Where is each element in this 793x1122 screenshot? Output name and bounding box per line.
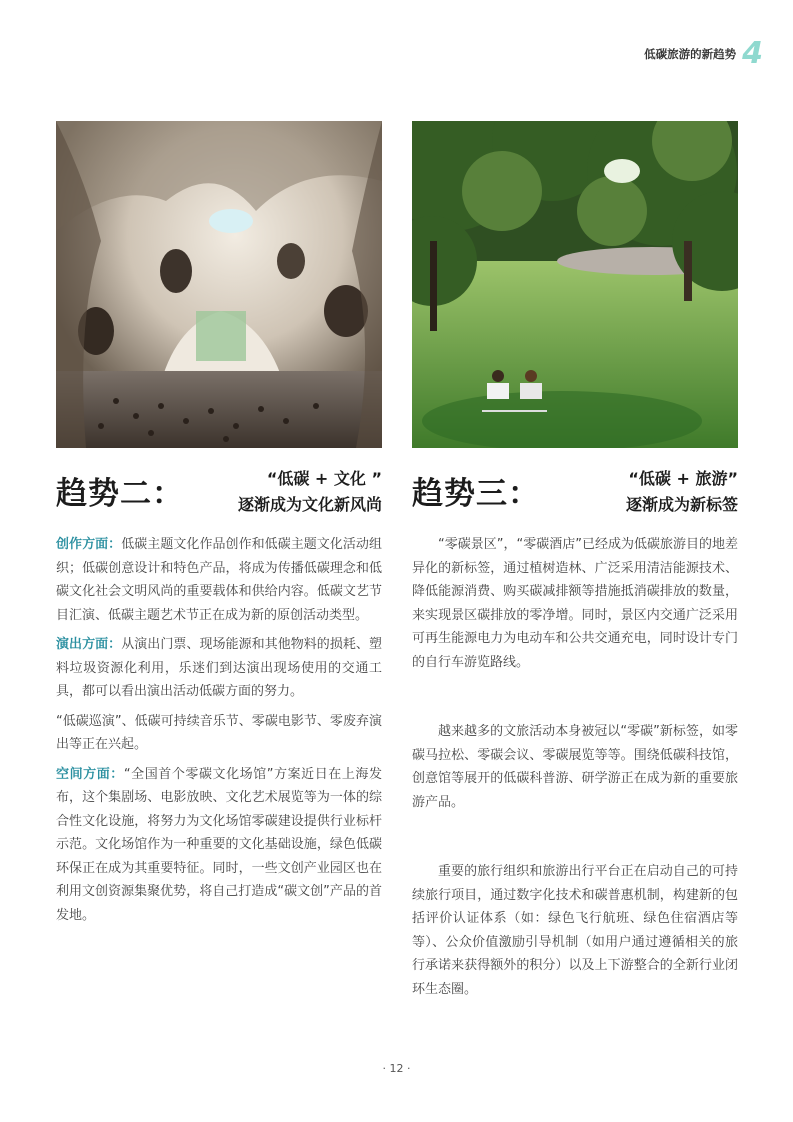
space-label: 空间方面： <box>56 766 124 782</box>
trend-three-subtitle-line1: “低碳 + 旅游” <box>628 469 738 488</box>
trend-two-heading <box>56 466 382 524</box>
creation-paragraph <box>56 533 382 627</box>
trend-three-heading <box>412 466 738 524</box>
trend-two-body <box>56 533 382 933</box>
trend-two-subtitle <box>238 466 382 518</box>
performance-label: 演出方面： <box>56 637 122 652</box>
low-carbon-tour-paragraph: “低碳巡演”、低碳可持续音乐节、零碳电影节、零废弃演出等正在兴起。 <box>56 713 382 752</box>
space-paragraph <box>56 763 382 928</box>
sustainable-travel-paragraph: 重要的旅行组织和旅游出行平台正在启动自己的可持续旅行项目，通过数字化技术和碳普惠机制，构建新的包括评价认证体系（如：绿色飞行航班、绿色住宿酒店等等）、公众价值激励引导机制（如用户通过遵循相关的旅行承诺来获得额外的积分）以及上下游整合的全新行业闭环生态圈。 <box>412 864 738 997</box>
creation-text: 低碳主题文化作品创作和低碳主题文化活动组织；低碳创意设计和特色产品，将成为传播低碳理念和低碳文化社会文明风尚的重要载体和供给内容。低碳文艺节目汇演、低碳主题艺术节正在成为新的原创活动类型。 <box>56 537 382 623</box>
trend-two-subtitle-line1: “低碳 + 文化 ” <box>266 469 382 488</box>
zero-carbon-scenic-paragraph: “零碳景区”，“零碳酒店”已经成为低碳旅游目的地差异化的新标签，通过植树造林、广泛采用清洁能源技术、降低能源消费、购买碳减排额等措施抵消碳排放的数量，来实现景区碳排放的零净增。同时，景区内交通广泛采用可再生能源电力为电动车和公共交通充电，同时设计专门的自行车游览路线。 <box>412 537 738 670</box>
trend-three-body <box>412 533 738 1007</box>
zero-carbon-events-paragraph: 越来越多的文旅活动本身被冠以“零碳”新标签，如零碳马拉松、零碳会议、零碳展览等等。围绕低碳科技馆，创意馆等展开的低碳科普游、研学游正在成为新的重要旅游产品。 <box>412 724 738 810</box>
atrium-photo <box>56 121 382 448</box>
trend-three-title: 趋势三： <box>412 476 540 512</box>
park-photo <box>412 121 738 448</box>
space-text: “全国首个零碳文化场馆”方案近日在上海发布，这个集剧场、电影放映、文化艺术展览等为一体的综合性文化设施，将努力为文化场馆零碳建设提供行业标杆示范。文化场馆作为一种重要的文化基础设施，绿色低碳环保正在成为其重要特征。同时，一些文创产业园区也在利用文创资源集聚优势，将自己打造成“碳文创”产品的首发地。 <box>56 766 382 923</box>
trend-three-subtitle-line2: 逐渐成为新标签 <box>625 495 738 514</box>
running-header <box>644 38 763 70</box>
header-title: 低碳旅游的新趋势 <box>644 47 737 61</box>
chapter-number: 4 <box>742 36 763 71</box>
trend-three-subtitle <box>626 466 738 518</box>
trend-two-title: 趋势二： <box>56 476 184 512</box>
creation-label: 创作方面： <box>56 537 122 552</box>
page-number: · 12 · <box>382 1062 411 1075</box>
performance-text: 从演出门票、现场能源和其他物料的损耗、塑料垃圾资源化利用，乐迷们到达演出现场使用的交通工具，都可以看出演出活动低碳方面的努力。 <box>56 637 382 699</box>
trend-two-subtitle-line2: 逐渐成为文化新风尚 <box>237 495 382 514</box>
performance-paragraph <box>56 633 382 704</box>
